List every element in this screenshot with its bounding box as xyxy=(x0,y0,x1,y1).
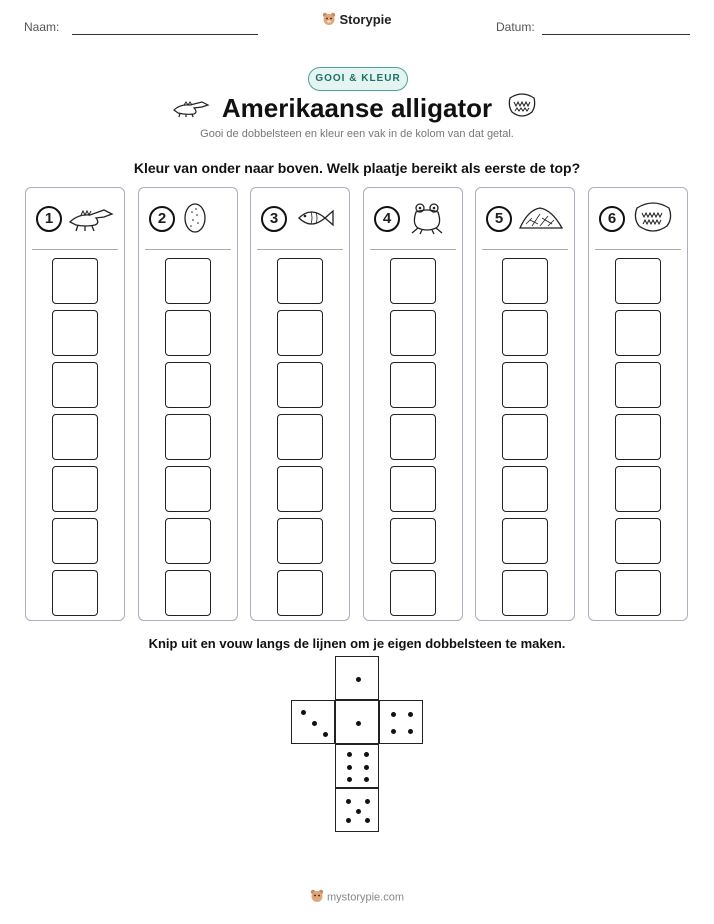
frog-icon xyxy=(406,200,452,236)
jaws-decoration-icon xyxy=(506,92,538,120)
dice-pip xyxy=(356,677,361,682)
dice-pip xyxy=(312,721,317,726)
bear-icon xyxy=(322,12,336,29)
dice-face-3 xyxy=(291,700,335,744)
color-box[interactable] xyxy=(615,518,661,564)
nest-icon xyxy=(518,200,564,236)
dice-pip xyxy=(364,765,369,770)
color-box[interactable] xyxy=(390,518,436,564)
column-number: 6 xyxy=(599,206,625,232)
column-6 xyxy=(588,187,688,621)
dice-pip xyxy=(408,729,413,734)
footer-url: mystorypie.com xyxy=(326,891,405,904)
fish-icon xyxy=(293,200,339,236)
color-box[interactable] xyxy=(502,310,548,356)
column-3 xyxy=(250,187,350,621)
color-box[interactable] xyxy=(390,570,436,616)
color-box[interactable] xyxy=(165,518,211,564)
date-label: Datum: xyxy=(496,20,535,34)
egg-icon xyxy=(181,200,227,236)
color-box[interactable] xyxy=(52,518,98,564)
dice-face-4 xyxy=(379,700,423,744)
column-1 xyxy=(25,187,125,621)
color-box[interactable] xyxy=(615,414,661,460)
color-box[interactable] xyxy=(615,310,661,356)
dice-pip xyxy=(364,752,369,757)
color-box[interactable] xyxy=(165,466,211,512)
color-box[interactable] xyxy=(390,310,436,356)
color-box[interactable] xyxy=(165,310,211,356)
color-box[interactable] xyxy=(165,362,211,408)
color-box[interactable] xyxy=(52,570,98,616)
dice-pip xyxy=(365,818,370,823)
footer-bear-icon xyxy=(310,889,324,906)
column-number: 2 xyxy=(149,206,175,232)
name-label: Naam: xyxy=(24,20,60,34)
color-box[interactable] xyxy=(52,414,98,460)
dice-pip xyxy=(365,799,370,804)
column-5 xyxy=(475,187,575,621)
color-box[interactable] xyxy=(52,466,98,512)
color-box[interactable] xyxy=(615,362,661,408)
color-box[interactable] xyxy=(390,258,436,304)
column-divider xyxy=(32,249,118,250)
dice-pip xyxy=(347,777,352,782)
column-number: 4 xyxy=(374,206,400,232)
column-number: 3 xyxy=(261,206,287,232)
dice-pip xyxy=(364,777,369,782)
color-box[interactable] xyxy=(502,414,548,460)
name-line[interactable] xyxy=(72,34,258,35)
color-box[interactable] xyxy=(165,570,211,616)
dice-pip xyxy=(346,799,351,804)
brand-name: Storypie xyxy=(339,12,392,27)
date-line[interactable] xyxy=(542,34,690,35)
column-number: 5 xyxy=(486,206,512,232)
dice-pip xyxy=(408,712,413,717)
dice-pip xyxy=(347,752,352,757)
color-box[interactable] xyxy=(277,362,323,408)
brand-logo xyxy=(0,12,714,29)
color-box[interactable] xyxy=(52,310,98,356)
color-box[interactable] xyxy=(277,310,323,356)
dice-pip xyxy=(356,721,361,726)
alligator-icon xyxy=(68,200,114,236)
dice-pip xyxy=(356,809,361,814)
instruction-text: Kleur van onder naar boven. Welk plaatje bereikt als eerste de top? xyxy=(133,160,581,176)
dice-pip xyxy=(301,710,306,715)
column-divider xyxy=(482,249,568,250)
dice-face-5 xyxy=(335,788,379,832)
column-number: 1 xyxy=(36,206,62,232)
page-title: Amerikaanse alligator xyxy=(221,93,493,123)
column-2 xyxy=(138,187,238,621)
color-box[interactable] xyxy=(502,258,548,304)
column-divider xyxy=(145,249,231,250)
activity-badge: GOOI & KLEUR xyxy=(308,67,408,91)
color-box[interactable] xyxy=(615,258,661,304)
dice-face-6 xyxy=(335,744,379,788)
color-box[interactable] xyxy=(615,466,661,512)
dice-pip xyxy=(323,732,328,737)
color-box[interactable] xyxy=(277,570,323,616)
dice-pip xyxy=(391,729,396,734)
alligator-jaws-icon xyxy=(631,200,677,236)
dice-pip xyxy=(391,712,396,717)
column-4 xyxy=(363,187,463,621)
column-divider xyxy=(370,249,456,250)
color-box[interactable] xyxy=(390,466,436,512)
dice-pip xyxy=(346,818,351,823)
page-subtitle: Gooi de dobbelsteen en kleur een vak in de kolom van dat getal. xyxy=(200,128,514,140)
color-box[interactable] xyxy=(390,362,436,408)
dice-face-1 xyxy=(335,656,379,700)
color-box[interactable] xyxy=(502,362,548,408)
color-box[interactable] xyxy=(52,362,98,408)
color-box[interactable] xyxy=(615,570,661,616)
color-box[interactable] xyxy=(277,466,323,512)
dice-instruction: Knip uit en vouw langs de lijnen om je eigen dobbelsteen te maken. xyxy=(148,636,566,651)
dice-pip xyxy=(347,765,352,770)
color-box[interactable] xyxy=(390,414,436,460)
color-box[interactable] xyxy=(165,414,211,460)
color-box[interactable] xyxy=(502,518,548,564)
color-box[interactable] xyxy=(277,414,323,460)
color-box[interactable] xyxy=(277,518,323,564)
footer xyxy=(0,889,714,906)
column-divider xyxy=(595,249,681,250)
dice-face-1 xyxy=(335,700,379,744)
column-divider xyxy=(257,249,343,250)
color-box[interactable] xyxy=(502,570,548,616)
color-box[interactable] xyxy=(165,258,211,304)
color-box[interactable] xyxy=(52,258,98,304)
color-box[interactable] xyxy=(502,466,548,512)
color-box[interactable] xyxy=(277,258,323,304)
